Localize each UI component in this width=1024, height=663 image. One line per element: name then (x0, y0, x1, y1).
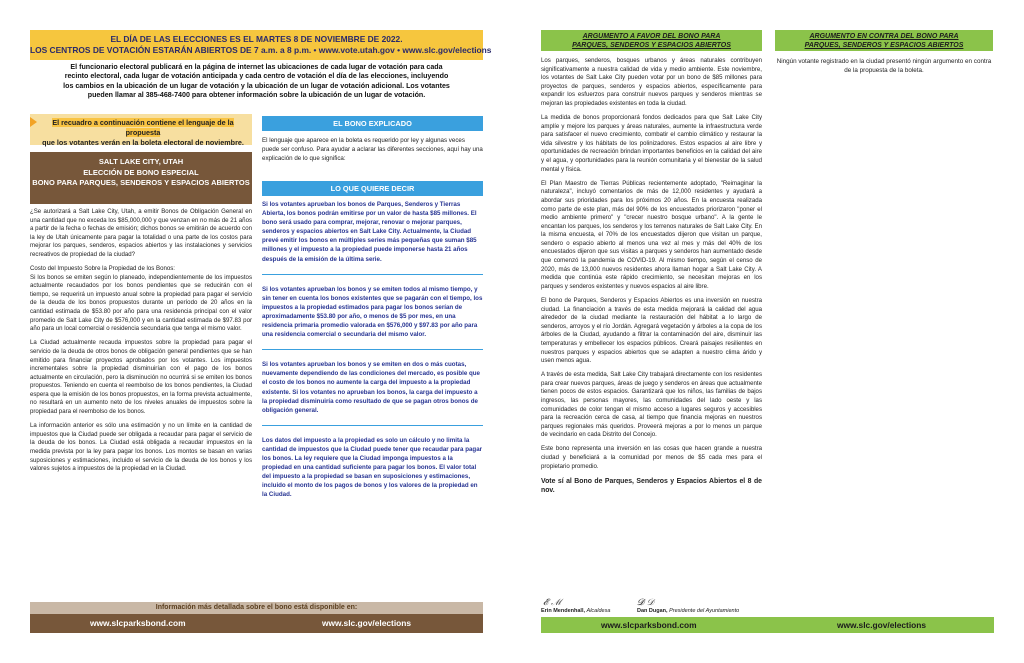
arrow-right-icon (30, 117, 37, 127)
vote-yes-call: Vote sí al Bono de Parques, Senderos y Espacios Abiertos el 8 de nov. (541, 477, 762, 494)
argument-for-title-line1: ARGUMENTO A FAVOR DEL BONO PARA (582, 32, 721, 40)
argument-paragraph: El bono de Parques, Senderos y Espacios Abiertos es una inversión en nuestra ciudad. La financiación a través de esta medida mejorará la calidad del agua alrededor de la ciudad mediante la restauración del hábitat a lo largo de senderos, arroyos y el río Jordán. Agregará vegetación y árboles a la copa de los árboles de la Ciudad, ayudando a filtrar la contaminación del aire, disminuir las temperaturas y embellecer los espacios públicos. Creará paisajes resilientes en nuestros parques y espacios abiertos que se adapten a nuestro clima árido y usen menos agua. (541, 296, 762, 365)
ballot-language-callout-text (40, 118, 246, 148)
parks-bond-link[interactable]: www.slcparksbond.com (90, 618, 186, 628)
proposal-header-city: SALT LAKE CITY, UTAH (98, 157, 184, 166)
argument-against-text: Ningún votante registrado en la ciudad presentó ningún argumento en contra de la propuesta de la boleta. (776, 58, 992, 75)
ballot-proposal-text (30, 208, 252, 479)
election-date-banner (30, 30, 492, 60)
election-date-line: EL DÍA DE LAS ELECCIONES ES EL MARTES 8 DE NOVIEMBRE DE 2022. (110, 34, 403, 44)
signer-council-chair: Dan Dugan, Presidente del Ayuntamiento (637, 608, 740, 614)
polling-location-notice: El funcionario electoral publicará en la página de internet las ubicaciones de cada lugar de votación para cada recinto electoral, cada lugar de votación anticipada y cada centro de votación el día de las elecciones, incluyendo los cambios en la ubicación de un lugar de votación y la ubicación de un lugar de votación adicional. Los votantes pueden llamar al 385-468-7400 para obtener información sobre la ubicación de un lugar de votación. (63, 63, 450, 100)
elections-link[interactable]: www.slc.gov/elections (837, 620, 927, 630)
url-footer-left (30, 614, 483, 633)
argument-against-title-line2: PARQUES, SENDEROS Y ESPACIOS ABIERTOS (804, 41, 964, 49)
polling-hours-line: LOS CENTROS DE VOTACIÓN ESTARÁN ABIERTOS DE 7 a.m. a 8 p.m. • www.vote.utah.gov • www.slc.gov/elections (30, 45, 492, 55)
explanation-paragraph: Si los votantes aprueban los bonos de Parques, Senderos y Tierras Abierta, los bonos podrán emitirse por un valor de hasta $85 millones. El bono será usado para comprar, mejorar, renovar o mejorar parques, senderos y espacios abiertos en Salt Lake City. Actualmente, la Ciudad prevé emitir los bonos en múltiples series más pequeñas que suman $85 millones y el impuesto a la propiedad puede imponerse hasta 21 años después de la emisión de la última serie. (262, 200, 483, 275)
argument-for-title-line2: PARQUES, SENDEROS Y ESPACIOS ABIERTOS (572, 41, 731, 49)
bond-explained-heading: EL BONO EXPLICADO (262, 116, 483, 131)
signatures (541, 598, 762, 618)
bond-explained-intro: El lenguaje que aparece en la boleta es requerido por ley y algunas veces puede ser confuso. Para ayudar a aclarar las diferentes secciones, aquí hay una explicación de lo que significa: (262, 137, 483, 162)
proposal-header (30, 152, 252, 204)
signer-mayor: Erin Mendenhall, Alcaldesa (541, 608, 611, 614)
what-it-means-text (262, 200, 483, 519)
proposal-header-election: ELECCIÓN DE BONO ESPECIAL (83, 167, 199, 177)
existing-debt-paragraph: La Ciudad actualmente recauda impuestos sobre la propiedad para pagar el servicio de la deuda de otros bonos de obligación general pendientes que se han emitido para financiar proyectos aprobados por los votantes. Los impuestos incrementales sobre la propiedad disminuirían con el pago de los bonos actualmente en circulación, pero la disminución no ocurrirá si se emiten los bonos propuestos. Teniendo en cuenta el reembolso de los bonos pendientes, la Ciudad espera que la emisión de los bonos propuestos, en la forma prevista actualmente, no resultará en un aumento neto de los niveles anuales de impuestos sobre la propiedad para el reembolso de los bonos. (30, 339, 252, 416)
tax-cost-heading: Costo del Impuesto Sobre la Propiedad de los Bonos: (30, 265, 175, 273)
argument-against-heading (775, 30, 993, 51)
argument-paragraph: La medida de bonos proporcionará fondos dedicados para que Salt Lake City amplíe y mejore los parques y áreas naturales, aumente la infraestructura verde para satisfacer el nuevo crecimiento, combatir el cambio climático y restaurar la vida silvestre y los hábitats de los polinizadores. Estos espacios al aire libre y oportunidades de recreación brindan importantes beneficios en la calidad del aire y el agua, y oportunidades para la reunión comunitaria y el bienestar de la salud mental y física. (541, 114, 762, 173)
argument-for-text (541, 57, 762, 497)
argument-paragraph: Los parques, senderos, bosques urbanos y áreas naturales contribuyen significativamente a nuestra calidad de vida y medio ambiente. Este noviembre, los votantes de Salt Lake City pueden votar por un bono de $85 millones para proyectos de parques, senderos y espacios abiertos, específicamente para expandir los esfuerzos para construir nuevos parques y senderos mientras se mejoran las propiedades existentes en toda la ciudad. (541, 57, 762, 107)
explanation-paragraph: Si los votantes aprueban los bonos y se emiten todos al mismo tiempo, y sin tener en cuenta los bonos existentes que se pagarán con el tiempo, los impuestos a la propiedad estimados para pagar los bonos serían de aproximadamente $53.80 por año, o menos de $5 por mes, en una residencia primaria promedio valorada en $576,000 y $97.83 por año para una residencia comercial o secundaria del mismo valor. (262, 285, 483, 351)
argument-against-title-line1: ARGUMENTO EN CONTRA DEL BONO PARA (809, 32, 959, 40)
argument-paragraph: A través de esta medida, Salt Lake City trabajará directamente con los residentes para crear nuevos parques, áreas de juego y senderos en áreas que actualmente tienen pocos de estos espacios. Garantizará que los niños, las familias de bajos ingresos, las personas mayores, las comunidades del lado oeste y las comunidades de color tengan el mismo acceso a lugares seguros y accesibles para la recreación cerca de casa, al tiempo que financia mejoras en nuestros parques regionales más queridos. Proveerá mejoras a por lo menos un parque de vecindario en cada Distrito del Concejo. (541, 371, 762, 439)
parks-bond-link[interactable]: www.slcparksbond.com (601, 620, 697, 630)
argument-paragraph: El Plan Maestro de Tierras Públicas recientemente adoptado, "Reimaginar la naturaleza", incluyó comentarios de más de 12,000 residentes y ayudará a abordar sus prioridades para los próximos 20 años. En la encuesta realizada como parte de este plan, más del 90% de los encuestados priorizaron "poner el medio ambiente primero" y "crecer nuestro bosque urbano". A la gente le encantan los parques, los senderos y los terrenos naturales de Salt Lake City. En la misma encuesta, el 70% de los encuestados dijeron que visitan un parque, sendero o espacio abierto al menos una vez al mes y más del 40% de los encuestados dijeron que sus visitas a parques y senderos han aumentado desde que comenzó la pandemia de COVID-19. Al mismo tiempo, según el censo de 2020, más de 13,000 nuevos residentes ahora llaman hogar a Salt Lake City. A medida que continúa este rápido crecimiento, se necesitan mejoras en los parques y senderos existentes y nuevos espacios al aire libre. (541, 179, 762, 290)
callout-rest: que los votantes verán en la boleta electoral de noviembre. (42, 138, 244, 147)
estimate-disclaimer-paragraph: La información anterior es sólo una estimación y no un límite en la cantidad de impuestos que la Ciudad puede ser obligada a recaudar para pagar el servicio de la deuda de los bonos. La Ciudad está obligada a recaudar impuestos en la medida prevista por la ley para pagar los bonos. Los montos se basan en varias suposiciones y estimaciones, incluido el servicio de la deuda de los bonos y los valores sujetos a impuestos de la propiedad en la Ciudad. (30, 422, 252, 473)
argument-paragraph: Este bono representa una inversión en las cosas que hacen grande a nuestra ciudad y beneficiará a la comunidad por menos de $5 cada mes para el propietario promedio. (541, 445, 762, 470)
proposal-header-bond: BONO PARA PARQUES, SENDEROS Y ESPACIOS ABIERTOS (32, 178, 250, 187)
explanation-paragraph: Los datos del impuesto a la propiedad es solo un cálculo y no limita la cantidad de impuestos que la Ciudad puede tener que recaudar para pagar los bonos. La ley requiere que la Ciudad imponga impuestos a la propiedad en una cantidad suficiente para pagar los bonos. El valor total del impuesto a la propiedad se basan en suposiciones y estimaciones, incluido el monto de los pagos de bonos y los valores de la propiedad en la Ciudad. (262, 436, 483, 499)
signature-mark-icon: 𝓓 𝒟 (637, 598, 654, 608)
explanation-paragraph: Si los votantes aprueban los bonos y se emiten en dos o más cuotas, nuevamente dependiendo de las condiciones del mercado, es posible que el costo de los bonos no aumente la carga del impuesto a la propiedad existente. Si los votantes no aprueban los bonos, la carga del impuesto a la propiedad disminuiría como resultado de que se pagan otros bonos de obligación general. (262, 360, 483, 426)
tax-cost-paragraph: Si los bonos se emiten según lo planeado, independientemente de los impuestos actualmente recaudados por los bonos pendientes que se reducirán con el tiempo, se requerirá un impuesto anual sobre la propiedad para pagar el servicio de la deuda de los bonos propuestos durante un período de 20 años en la cantidad estimada de $53.80 por año para una residencia principal con el valor promedio de Salt Lake City de $576,000 y en la cantidad estimada de $97.83 por año para un local comercial o residencia secundaria que tenga el mismo valor. (30, 273, 252, 333)
argument-for-heading (541, 30, 762, 51)
signature-mark-icon: 𝓔 ℳ (543, 598, 562, 608)
url-footer-right (541, 617, 994, 633)
more-info-bar: Información más detallada sobre el bono está disponible en: (30, 602, 483, 614)
callout-highlight: El recuadro a continuación contiene el lenguaje de la propuesta (52, 118, 234, 137)
elections-link[interactable]: www.slc.gov/elections (322, 618, 412, 628)
proposal-question: ¿Se autorizará a Salt Lake City, Utah, a emitir Bonos de Obligación General en una cantidad que no exceda los $85,000,000 y que venzan en no más de 21 años a partir de la fecha o fechas de emisión; dichos bonos se emitirán de acuerdo con la ley de Utah únicamente para pagar la totalidad o una parte de los costos para mejorar los parques, senderos, espacios abiertos y las instalaciones y servicios recreativos de propiedad de la ciudad? (30, 208, 252, 258)
what-it-means-heading: LO QUE QUIERE DECIR (262, 181, 483, 196)
